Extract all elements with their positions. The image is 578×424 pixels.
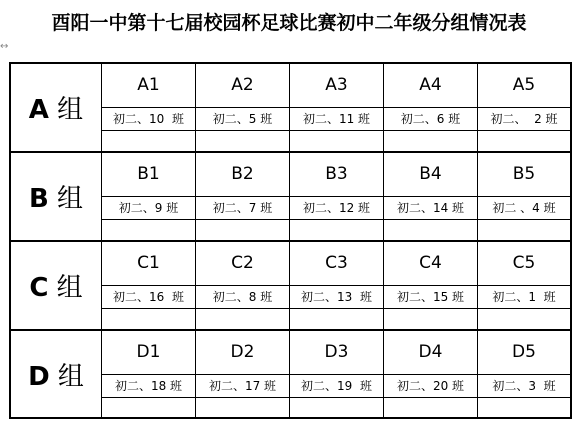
team-class: 初二、11 班 bbox=[289, 107, 384, 131]
team-code: D5 bbox=[512, 342, 536, 362]
team-class: 初二、12 班 bbox=[289, 196, 384, 220]
team-class: 初二、8 班 bbox=[195, 285, 290, 309]
group-header-cell bbox=[11, 64, 102, 153]
team-cell bbox=[290, 331, 384, 419]
team-cell bbox=[478, 64, 572, 153]
team-class: 初二、6 班 bbox=[383, 107, 478, 131]
group-label: A 组 bbox=[28, 95, 84, 125]
team-cell bbox=[384, 153, 478, 242]
team-code: B5 bbox=[512, 164, 536, 184]
team-code: D4 bbox=[418, 342, 443, 362]
team-cell bbox=[196, 153, 290, 242]
team-class: 初二、7 班 bbox=[195, 196, 290, 220]
team-class: 初二、13 班 bbox=[289, 285, 384, 309]
team-cell bbox=[384, 242, 478, 331]
team-cell bbox=[102, 153, 196, 242]
team-cell bbox=[290, 153, 384, 242]
team-class: 初二、17 班 bbox=[195, 374, 290, 398]
team-code: C5 bbox=[512, 253, 536, 273]
team-code: A1 bbox=[137, 75, 160, 95]
group-table bbox=[9, 62, 572, 419]
team-code: D3 bbox=[324, 342, 349, 362]
team-cell bbox=[196, 331, 290, 419]
team-code: A2 bbox=[231, 75, 254, 95]
team-code: C4 bbox=[419, 253, 442, 273]
team-code: A3 bbox=[325, 75, 348, 95]
group-row-c bbox=[11, 242, 572, 331]
team-code: C2 bbox=[231, 253, 254, 273]
team-cell bbox=[102, 331, 196, 419]
team-cell bbox=[384, 64, 478, 153]
team-cell bbox=[196, 64, 290, 153]
team-cell bbox=[196, 242, 290, 331]
team-code: B2 bbox=[231, 164, 254, 184]
team-code: C1 bbox=[137, 253, 160, 273]
team-code: D2 bbox=[230, 342, 255, 362]
team-class: 初二、 2 班 bbox=[477, 107, 571, 131]
team-class: 初二、9 班 bbox=[101, 196, 196, 220]
team-code: B4 bbox=[419, 164, 442, 184]
team-code: B1 bbox=[137, 164, 160, 184]
group-header-cell bbox=[11, 331, 102, 419]
team-class: 初二、1 班 bbox=[477, 285, 571, 309]
team-cell bbox=[384, 331, 478, 419]
document-title: 酉阳一中第十七届校园杯足球比赛初中二年级分组情况表 bbox=[51, 12, 527, 34]
paragraph-anchor-icon: ↔ bbox=[0, 41, 9, 52]
team-class: 初二、19 班 bbox=[289, 374, 384, 398]
group-label: C 组 bbox=[29, 273, 83, 303]
team-class: 初二 、4 班 bbox=[477, 196, 571, 220]
team-cell bbox=[102, 242, 196, 331]
group-row-a bbox=[11, 64, 572, 153]
group-row-d bbox=[11, 331, 572, 419]
team-cell bbox=[478, 331, 572, 419]
group-row-b bbox=[11, 153, 572, 242]
group-header-cell bbox=[11, 242, 102, 331]
team-code: C3 bbox=[325, 253, 348, 273]
team-class: 初二、18 班 bbox=[101, 374, 196, 398]
team-class: 初二、14 班 bbox=[383, 196, 478, 220]
group-header-cell bbox=[11, 153, 102, 242]
team-class: 初二、20 班 bbox=[383, 374, 478, 398]
team-code: A5 bbox=[512, 75, 536, 95]
team-cell bbox=[478, 153, 572, 242]
team-cell bbox=[102, 64, 196, 153]
team-cell bbox=[478, 242, 572, 331]
team-cell bbox=[290, 242, 384, 331]
team-class: 初二、15 班 bbox=[383, 285, 478, 309]
team-class: 初二、10 班 bbox=[101, 107, 196, 131]
team-class: 初二、5 班 bbox=[195, 107, 290, 131]
team-class: 初二、3 班 bbox=[477, 374, 571, 398]
team-cell bbox=[290, 64, 384, 153]
team-code: B3 bbox=[325, 164, 348, 184]
team-code: A4 bbox=[419, 75, 442, 95]
group-label: B 组 bbox=[28, 184, 84, 214]
group-label: D 组 bbox=[28, 361, 84, 392]
team-code: D1 bbox=[136, 342, 161, 362]
team-class: 初二、16 班 bbox=[101, 285, 196, 309]
